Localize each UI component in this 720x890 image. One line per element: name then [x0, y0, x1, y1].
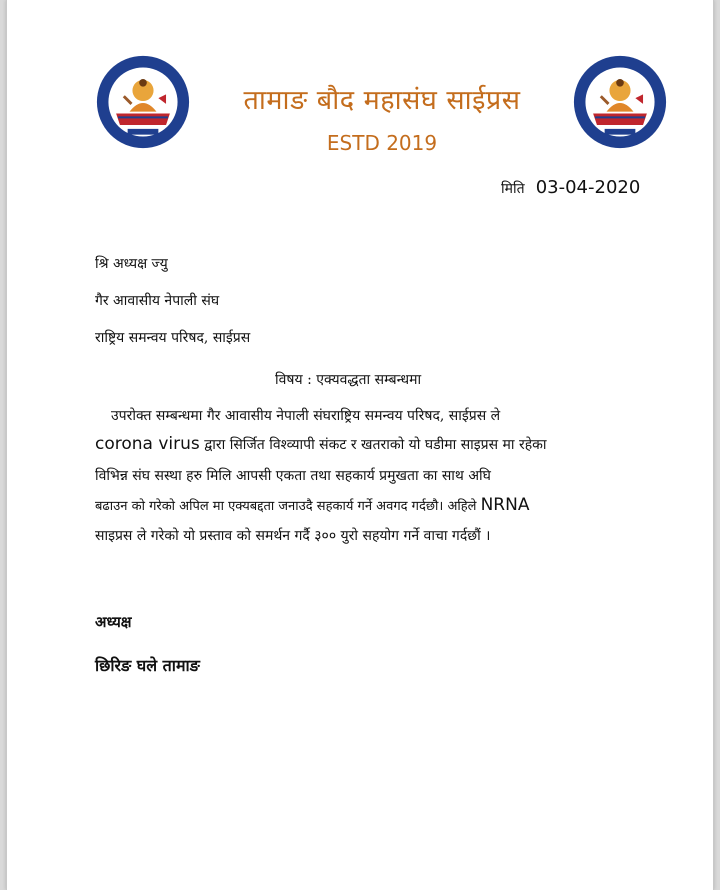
signature-title: अध्यक्ष — [95, 613, 132, 631]
body-line-2 — [95, 434, 547, 454]
date-line — [501, 177, 640, 198]
recipient-line-1: श्रि अध्यक्ष ज्यु — [95, 256, 168, 272]
recipient-line-2: गैर आवासीय नेपाली संघ — [95, 293, 220, 309]
body-line-1: उपरोक्त सम्बन्धमा गैर आवासीय नेपाली संघराष्ट्रिय समन्वय परिषद, साईप्रस ले — [111, 408, 501, 424]
date-label: मिति — [501, 181, 525, 197]
organization-title: तामाङ बौद महासंघ साईप्रस — [243, 85, 521, 116]
body-line-4 — [95, 495, 529, 515]
signature-name: छिरिङ घले तामाङ — [95, 656, 200, 675]
subject-line: विषय : एक्यवद्धता सम्बन्धमा — [275, 372, 422, 388]
date-value: 03-04-2020 — [535, 177, 641, 198]
established-year: ESTD 2019 — [326, 131, 438, 155]
body-line-5: साइप्रस ले गरेको यो प्रस्ताव को समर्थन गर्दै ३०० युरो सहयोग गर्ने वाचा गर्दछौं । — [95, 528, 491, 544]
body-line-4-text: बढाउन को गरेको अपिल मा एक्यबद्दता जनाउदै सहकार्य गर्ने अवगद गर्दछौ। अहिले — [95, 499, 481, 514]
body-line-4-latin: NRNA — [480, 495, 530, 515]
body-line-3: विभिन्न संघ सस्था हरु मिलि आपसी एकता तथा सहकार्य प्रमुखता का साथ अघि — [95, 468, 491, 484]
buddha-seal-logo — [572, 54, 668, 150]
recipient-line-3: राष्ट्रिय समन्वय परिषद, साईप्रस — [95, 330, 251, 346]
buddha-seal-logo — [95, 54, 191, 150]
letter-page — [6, 0, 714, 890]
body-line-2-latin: corona virus — [95, 434, 200, 454]
body-line-2-text: द्वारा सिर्जित विश्व्यापी संकट र खतराको यो घडीमा साइप्रस मा रहेका — [199, 437, 547, 453]
